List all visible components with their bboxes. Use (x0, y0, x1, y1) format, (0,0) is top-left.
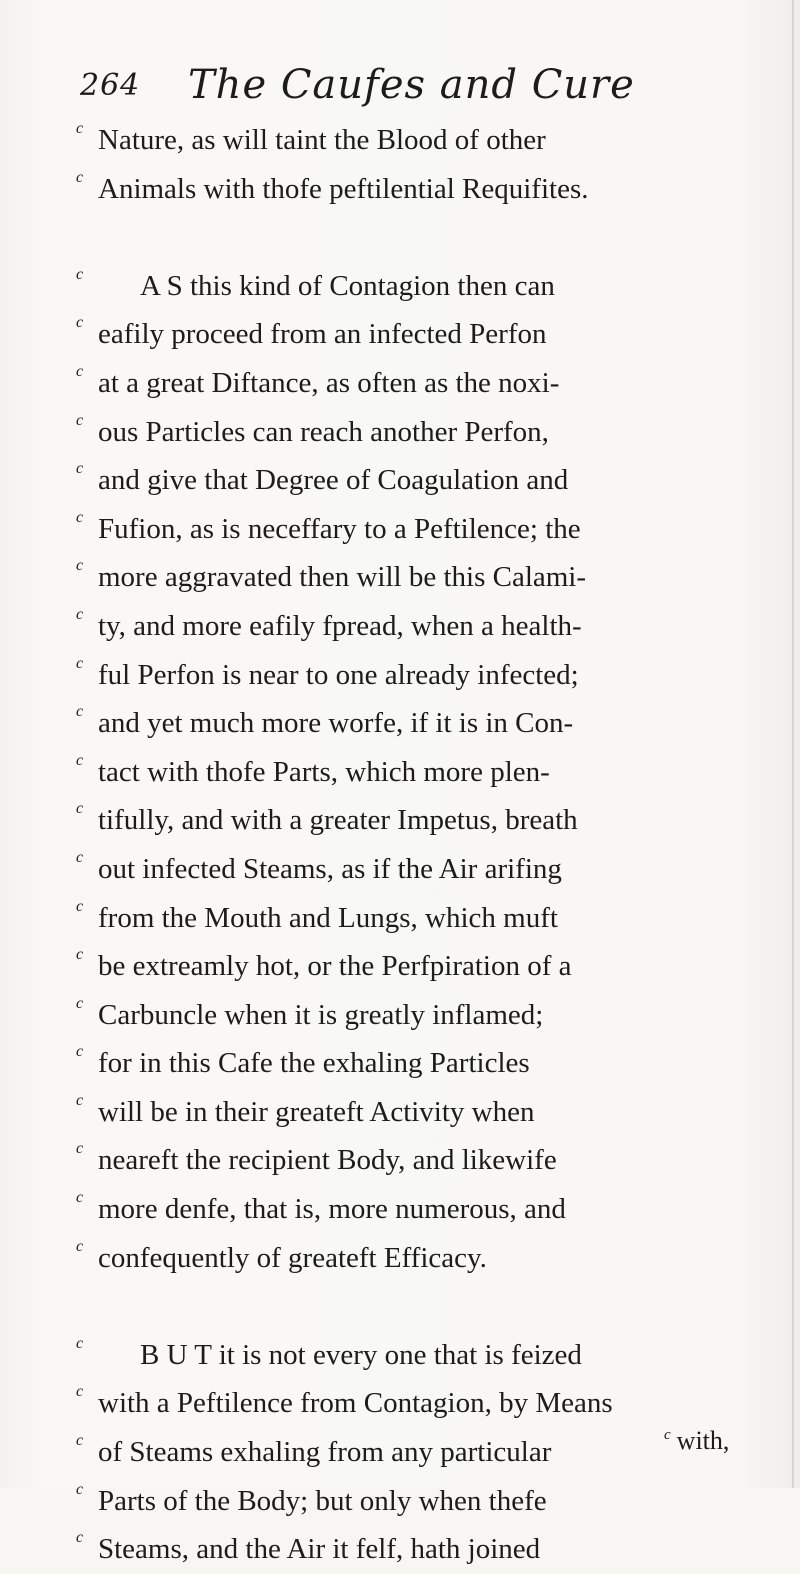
quote-mark: c (76, 1091, 84, 1109)
quote-mark: c (76, 314, 84, 332)
quote-mark: c (76, 1480, 84, 1498)
text-line (76, 1136, 776, 1185)
page-edge (792, 0, 794, 1488)
quote-mark: c (76, 1043, 84, 1061)
text-line (76, 602, 776, 651)
text-line (76, 1234, 776, 1283)
quote-mark: c (76, 848, 84, 866)
text-line (76, 1525, 776, 1574)
line-text: and yet much more worfe, if it is in Con- (98, 707, 574, 740)
text-line (76, 310, 776, 359)
line-text: Fufion, as is neceffary to a Peftilence; the (98, 512, 581, 545)
quote-mark: c (76, 168, 84, 186)
line-text: Carbuncle when it is greatly inflamed; (98, 998, 544, 1031)
line-text: neareft the recipient Body, and likewife (98, 1144, 557, 1177)
text-line (76, 165, 776, 214)
line-text: more aggravated then will be this Calami- (98, 561, 587, 594)
text-line (76, 359, 776, 408)
quote-mark: c (76, 1140, 84, 1158)
line-text: Nature, as will taint the Blood of other (98, 124, 546, 156)
line-text: with a Peftilence from Contagion, by Means (98, 1387, 613, 1420)
catchword-text: with, (676, 1426, 730, 1455)
line-text: A S this kind of Contagion then can (140, 269, 555, 302)
line-text: ty, and more eafily fpread, when a health- (98, 609, 582, 642)
line-text: ful Perfon is near to one already infected; (98, 658, 579, 691)
text-line (76, 1477, 776, 1526)
text-line (76, 456, 776, 505)
text-line (76, 1185, 776, 1234)
quote-mark: c (76, 1529, 84, 1547)
quote-mark: c (664, 1427, 671, 1443)
quote-mark: c (76, 460, 84, 478)
line-text: Parts of the Body; but only when thefe (98, 1484, 547, 1517)
line-text: ous Particles can reach another Perfon, (98, 415, 549, 448)
quote-mark: c (76, 1432, 84, 1450)
text-line (76, 1331, 776, 1380)
line-text: out infected Steams, as if the Air arifing (98, 852, 562, 885)
quote-mark: c (76, 120, 84, 137)
quote-mark: c (76, 362, 84, 380)
quote-mark: c (76, 751, 84, 769)
text-line (76, 942, 776, 991)
text-line (76, 505, 776, 554)
line-text: be extreamly hot, or the Perfpiration of a (98, 950, 572, 983)
quote-mark: c (76, 1383, 84, 1401)
line-text: Animals with thofe peftilential Requifites. (98, 172, 589, 205)
line-text: eafily proceed from an infected Perfon (98, 318, 547, 351)
quote-mark: c (76, 508, 84, 526)
quote-mark: c (76, 1334, 84, 1352)
line-text: confequently of greateft Efficacy. (98, 1241, 487, 1274)
page-number: 264 (80, 68, 141, 103)
body-text (76, 116, 776, 1574)
text-line (76, 699, 776, 748)
text-line (76, 991, 776, 1040)
text-line (76, 748, 776, 797)
quote-mark: c (76, 265, 84, 283)
text-line (76, 553, 776, 602)
line-text: of Steams exhaling from any particular (98, 1436, 552, 1469)
line-text: Steams, and the Air it felf, hath joined (98, 1533, 541, 1566)
text-line (76, 894, 776, 943)
quote-mark: c (76, 1189, 84, 1207)
quote-mark: c (76, 800, 84, 818)
line-text: at a great Diftance, as often as the noxi- (98, 366, 560, 399)
text-line (76, 845, 776, 894)
page-header (80, 62, 760, 112)
text-line (76, 408, 776, 457)
quote-mark: c (76, 703, 84, 721)
running-title: The Caufes and Cure (188, 62, 635, 108)
text-line (76, 1088, 776, 1137)
text-line (76, 116, 776, 165)
line-text: from the Mouth and Lungs, which muft (98, 901, 558, 934)
quote-mark: c (76, 557, 84, 575)
catchword (664, 1426, 729, 1456)
quote-mark: c (76, 994, 84, 1012)
quote-mark: c (76, 411, 84, 429)
line-text: B U T it is not every one that is feized (140, 1338, 582, 1371)
line-text: for in this Cafe the exhaling Particles (98, 1047, 530, 1080)
line-text: more denfe, that is, more numerous, and (98, 1193, 566, 1226)
blank-line (76, 213, 776, 262)
text-line (76, 651, 776, 700)
quote-mark: c (76, 1237, 84, 1255)
quote-mark: c (76, 654, 84, 672)
text-line (76, 1039, 776, 1088)
text-line (76, 1379, 776, 1428)
quote-mark: c (76, 897, 84, 915)
quote-mark: c (76, 605, 84, 623)
quote-mark: c (76, 946, 84, 964)
line-text: will be in their greateft Activity when (98, 1095, 535, 1128)
blank-line (76, 1282, 776, 1331)
line-text: tact with thofe Parts, which more plen- (98, 755, 550, 788)
text-line (76, 262, 776, 311)
line-text: tifully, and with a greater Impetus, breath (98, 804, 578, 837)
text-line (76, 796, 776, 845)
line-text: and give that Degree of Coagulation and (98, 464, 569, 497)
